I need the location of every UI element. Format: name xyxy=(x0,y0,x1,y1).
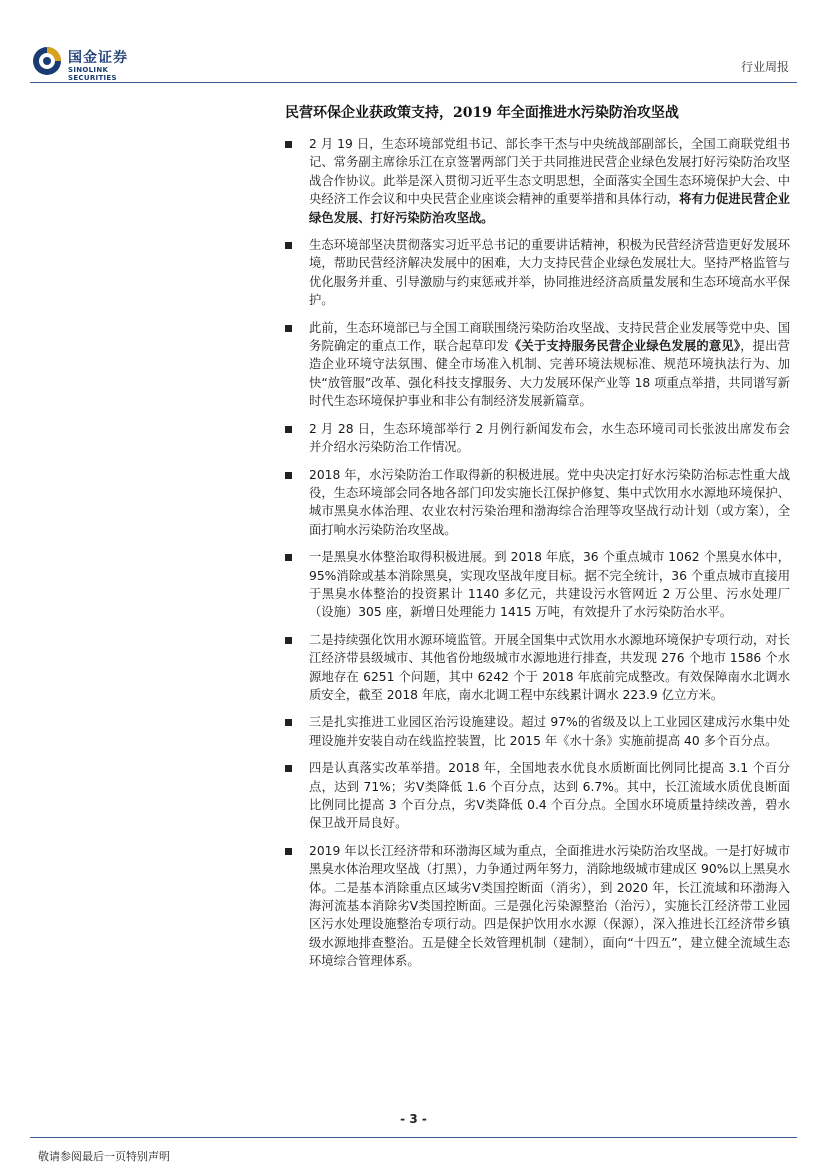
report-type-label: 行业周报 xyxy=(740,60,789,74)
bullet-square-icon xyxy=(285,472,292,479)
paragraph-text: ，提出营造企业环境守法氛围、健全市场准入机制、完善环境法规标准、规范环境执法行为、加快“放管服”改革、强化科技支撑服务、大力发展环保产业等 18 项重点举措，共同谱写新时代生态环境保护事业和非公有制经济发展新篇章。 xyxy=(309,339,790,409)
bullet-paragraph xyxy=(285,631,790,705)
logo-text-en: SINOLINK SECURITIES xyxy=(68,66,117,82)
bullet-paragraph xyxy=(285,713,790,750)
bullet-square-icon xyxy=(285,637,292,644)
footer-divider xyxy=(30,1137,797,1138)
header-divider xyxy=(30,82,797,83)
bullet-paragraph xyxy=(285,236,790,310)
paragraph-text: 二是持续强化饮用水源环境监管。开展全国集中式饮用水水源地环境保护专项行动，对长江经济带县级城市、其他省份地级城市水源地进行排查，共发现 276 个地市 1586 个水源地存在 6251 个问题，其中 6242 个于 2018 年底前完成整改。有效保障南水北调水质安全，截至 2018 年底，南水北调工程中东线累计调水 223.9 亿立方米。 xyxy=(309,632,790,702)
bullet-square-icon xyxy=(285,325,292,332)
bullet-square-icon xyxy=(285,719,292,726)
bullet-paragraph xyxy=(285,319,790,411)
bullet-paragraph xyxy=(285,135,790,227)
paragraph-bold-text: 将有力促进民营企业绿色发展、打好污染防治攻坚战。 xyxy=(309,192,790,225)
paragraph-text: 2 月 28 日，生态环境部举行 2 月例行新闻发布会，水生态环境司司长张波出席发布会并介绍水污染防治工作情况。 xyxy=(309,421,790,455)
bullet-list xyxy=(285,135,790,980)
bullet-paragraph xyxy=(285,548,790,622)
paragraph-text: 2018 年，水污染防治工作取得新的积极进展。党中央决定打好水污染防治标志性重大战役，生态环境部会同各地各部门印发实施长江保护修复、集中式饮用水水源地环境保护、城市黑臭水体治理、农业农村污染治理和渤海综合治理等攻坚战行动计划（或方案），全面打响水污染防治攻坚战。 xyxy=(309,467,790,537)
bullet-paragraph xyxy=(285,420,790,457)
section-title: 民营环保企业获政策支持，2019 年全面推进水污染防治攻坚战 xyxy=(285,105,679,121)
bullet-paragraph xyxy=(285,466,790,540)
bullet-square-icon xyxy=(285,848,292,855)
logo-text-cn: 国金证券 xyxy=(68,50,128,66)
sinolink-logo-icon xyxy=(32,46,62,76)
bullet-square-icon xyxy=(285,242,292,249)
paragraph-text: 三是扎实推进工业园区治污设施建设。超过 97%的省级及以上工业园区建成污水集中处理设施并安装自动在线监控装置，比 2015 年《水十条》实施前提高 40 多个百分点。 xyxy=(309,715,790,748)
paragraph-text: 生态环境部坚决贯彻落实习近平总书记的重要讲话精神，积极为民营经济营造更好发展环境，帮助民营经济解决发展中的困难，大力支持民营企业绿色发展壮大。坚持严格监管与优化服务并重、引导激励与约束惩戒并举，协同推进经济高质量发展和生态环境高水平保护。 xyxy=(309,238,790,308)
paragraph-text: 一是黑臭水体整治取得积极进展。到 2018 年底，36 个重点城市 1062 个黑臭水体中，95%消除或基本消除黑臭，实现攻坚战年度目标。据不完全统计，36 个重点城市直接用于黑臭水体整治的投资累计 1140 多亿元，共建设污水管网近 2 万公里、污水处理厂（设施）305 座，新增日处理能力 1415 万吨，有效提升了水污染防治水平。 xyxy=(309,550,790,620)
bullet-paragraph xyxy=(285,759,790,833)
paragraph-bold-text: 《关于支持服务民营企业绿色发展的意见》 xyxy=(508,339,741,354)
company-logo xyxy=(30,44,155,80)
paragraph-text: 2 月 19 日，生态环境部党组书记、部长李干杰与中央统战部副部长，全国工商联党组书记、常务副主席徐乐江在京签署两部门关于共同推进民营企业绿色发展打好污染防治攻坚战合作协议。此举是深入贯彻习近平生态文明思想，全面落实全国生态环境保护大会、中央经济工作会议和中央民营企业座谈会精神的重要举措和具体行动， xyxy=(309,137,790,207)
bullet-square-icon xyxy=(285,554,292,561)
bullet-square-icon xyxy=(285,141,292,148)
footer-disclaimer: 敬请参阅最后一页特别声明 xyxy=(38,1150,170,1163)
bullet-square-icon xyxy=(285,426,292,433)
bullet-paragraph xyxy=(285,842,790,971)
paragraph-text: 四是认真落实改革举措。2018 年，全国地表水优良水质断面比例同比提高 3.1 个百分点，达到 71%；劣Ⅴ类降低 1.6 个百分点，达到 6.7%。其中，长江流域水质优良断面比例同比提高 3 个百分点，劣Ⅴ类降低 0.4 个百分点。全国水环境质量持续改善，碧水保卫战开局良好。 xyxy=(309,761,790,831)
page-number: - 3 - xyxy=(400,1112,427,1126)
paragraph-text: 此前，生态环境部已与全国工商联围绕污染防治攻坚战、支持民营企业发展等党中央、国务院确定的重点工作，联合起草印发 xyxy=(309,320,790,354)
paragraph-text: 2019 年以长江经济带和环渤海区域为重点，全面推进水污染防治攻坚战。一是打好城市黑臭水体治理攻坚战（打黑），力争通过两年努力，消除地级城市建成区 90%以上黑臭水体。二是基本消除重点区域劣Ⅴ类国控断面（消劣），到 2020 年，长江流域和环渤海入海河流基本消除劣Ⅴ类国控断面。三是强化污染源整治（治污），实施长江经济带工业园区污水处理设施整治专项行动。四是保护饮用水水源（保源），深入推进长江经济带乡镇级水源地排查整治。五是健全长效管理机制（建制），面向“十四五”，建立健全流域生态环境综合管理体系。 xyxy=(309,843,790,969)
bullet-square-icon xyxy=(285,765,292,772)
